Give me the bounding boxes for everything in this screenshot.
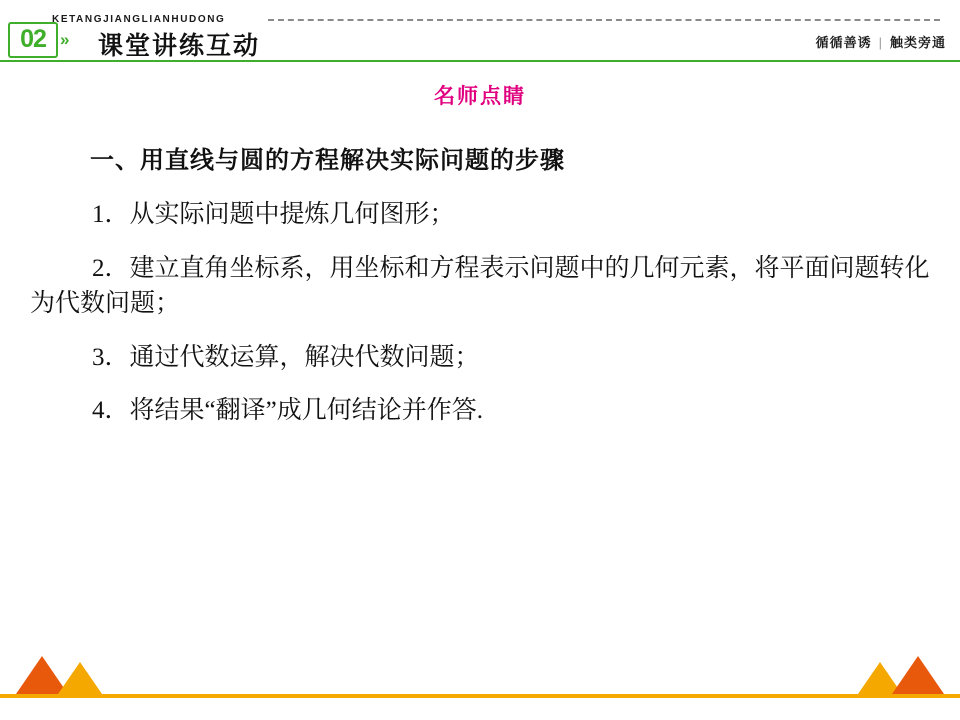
content-heading: 一、用直线与圆的方程解决实际问题的步骤 [90,147,565,174]
header-slogan-right: 触类旁通 [889,35,946,50]
header-slogan-separator: | [878,35,883,50]
page-title: 课堂讲练互动 [98,32,261,60]
list-item: 2．建立直角坐标系，用坐标和方程表示问题中的几何元素，将平面问题转化为代数问题； [30,254,930,317]
chevron-right-icon: » [60,30,70,49]
footer-triangle-left-inner [58,662,102,694]
header-slogan [816,32,946,51]
footer-bar [0,694,960,698]
footer-triangle-right-outer [892,656,944,694]
section-title: 名师点睛 [434,85,526,108]
page-header [0,0,960,62]
header-dashed-rule [268,19,940,21]
chapter-number-badge: 02 [8,22,58,58]
list-item: 3．通过代数运算，解决代数问题； [92,343,480,371]
header-underline [0,60,960,62]
header-slogan-left: 循循善诱 [815,35,872,50]
list-item: 1．从实际问题中提炼几何图形； [92,201,455,228]
list-item: 4．将结果“翻译”成几何结论并作答. [92,397,483,424]
content-body [30,140,930,447]
header-pinyin: KETANGJIANGLIANHUDONG [52,14,226,25]
